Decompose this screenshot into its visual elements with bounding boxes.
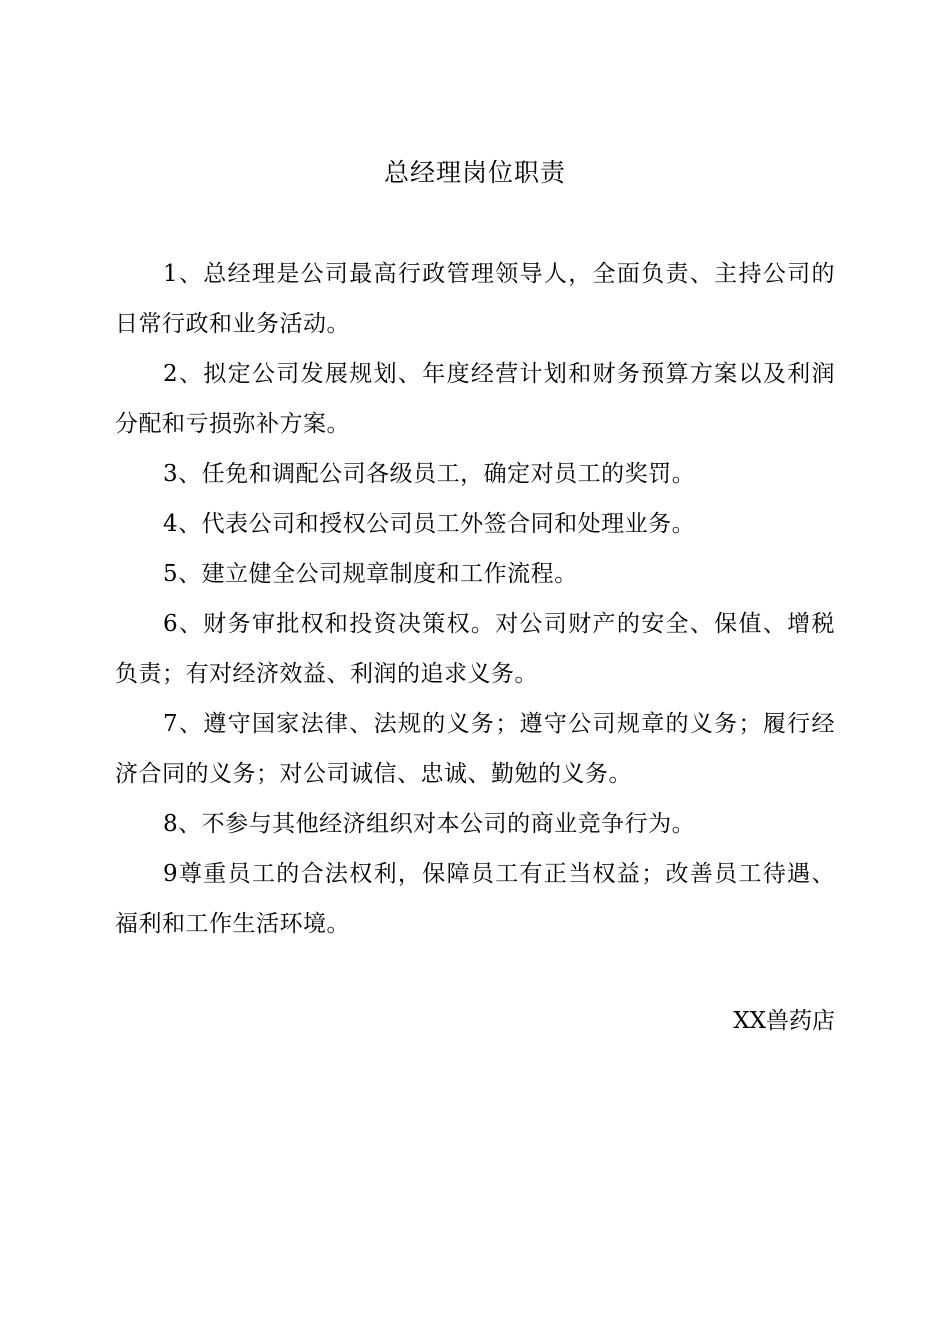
duty-paragraph-4: 4、代表公司和授权公司员工外签合同和处理业务。 (163, 511, 696, 537)
duty-paragraph-2: 2、拟定公司发展规划、年度经营计划和财务预算方案以及利润分配和亏损弥补方案。 (115, 361, 835, 437)
duty-paragraph-3: 3、任免和调配公司各级员工，确定对员工的奖罚。 (163, 461, 696, 487)
duties-list (115, 249, 835, 949)
document-signature: XX兽药店 (733, 1008, 835, 1034)
duty-paragraph-8: 8、不参与其他经济组织对本公司的商业竞争行为。 (163, 811, 696, 837)
document-title: 总经理岗位职责 (383, 158, 566, 187)
duty-paragraph-9: 9尊重员工的合法权利，保障员工有正当权益；改善员工待遇、福利和工作生活环境。 (115, 861, 835, 937)
duty-paragraph-6: 6、财务审批权和投资决策权。对公司财产的安全、保值、增税负责；有对经济效益、利润的追求义务。 (115, 611, 835, 687)
duty-paragraph-5: 5、建立健全公司规章制度和工作流程。 (163, 561, 578, 587)
duty-paragraph-1: 1、总经理是公司最高行政管理领导人，全面负责、主持公司的日常行政和业务活动。 (115, 261, 835, 337)
duty-paragraph-7: 7、遵守国家法律、法规的义务；遵守公司规章的义务；履行经济合同的义务；对公司诚信、忠诚、勤勉的义务。 (115, 711, 835, 787)
